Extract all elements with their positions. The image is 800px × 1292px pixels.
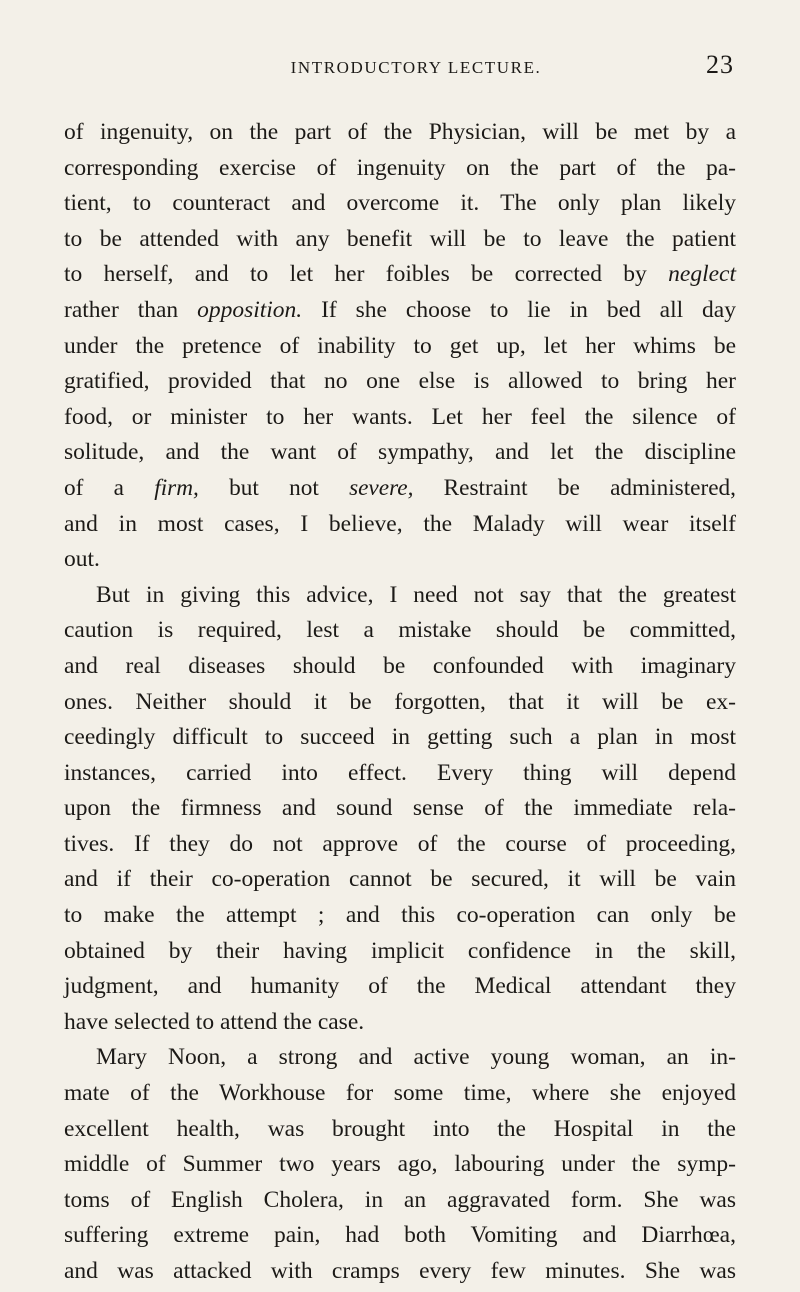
text-run: Mary Noon, a strong and active young woman, an in- — [96, 1044, 736, 1071]
text-line — [64, 151, 736, 187]
text-line — [64, 1005, 736, 1041]
text-run: under the pretence of inability to get up, let her whims be — [64, 332, 736, 359]
text-run: and real diseases should be confounded with imaginary — [64, 652, 736, 679]
running-head — [64, 52, 736, 86]
text-line — [64, 507, 736, 543]
text-line — [64, 791, 736, 827]
text-line — [64, 400, 736, 436]
text-run: middle of Summer two years ago, labouring under the symp- — [64, 1151, 736, 1178]
text-line — [64, 862, 736, 898]
text-run: If she choose to lie in bed all day — [302, 296, 736, 323]
text-run: obtained by their having implicit confidence in the skill, — [64, 937, 736, 964]
text-run: but not — [198, 474, 350, 501]
text-run: food, or minister to her wants. Let her feel the silence of — [64, 403, 736, 430]
text-run: of a — [64, 474, 155, 501]
text-line — [64, 720, 736, 756]
text-run: to herself, and to let her foibles be corrected by — [64, 261, 669, 288]
text-run: But in giving this advice, I need not say that the greatest — [96, 581, 736, 608]
text-run: mate of the Workhouse for some time, where she enjoyed — [64, 1080, 736, 1107]
italic-word: severe, — [349, 474, 414, 501]
text-line — [64, 1076, 736, 1112]
text-run: judgment, and humanity of the Medical attendant they — [64, 973, 736, 1000]
text-run: ceedingly difficult to succeed in getting such a plan in most — [64, 724, 736, 751]
page-number: 23 — [706, 50, 734, 79]
running-head-title: INTRODUCTORY LECTURE. — [290, 58, 542, 77]
text-run: corresponding exercise of ingenuity on the part of the pa- — [64, 154, 736, 181]
text-line — [64, 329, 736, 365]
text-line — [64, 186, 736, 222]
text-line — [64, 222, 736, 258]
text-run: have selected to attend the case. — [64, 1008, 365, 1035]
text-run: instances, carried into effect. Every thing will depend — [64, 759, 736, 786]
text-run: Restraint be administered, — [413, 474, 736, 501]
text-run: rather than — [64, 296, 198, 323]
text-run: suffering extreme pain, had both Vomiting and Diarrhœa, — [64, 1222, 736, 1249]
text-line — [64, 1147, 736, 1183]
text-line — [64, 578, 736, 614]
text-run: and if their co-operation cannot be secured, it will be vain — [64, 866, 736, 893]
text-run: out. — [64, 546, 100, 573]
text-line — [64, 257, 736, 293]
text-line — [64, 1183, 736, 1219]
text-line — [64, 1040, 736, 1076]
text-run: tient, to counteract and overcome it. The only plan likely — [64, 190, 736, 217]
text-run: excellent health, was brought into the Hospital in the — [64, 1115, 736, 1142]
text-line — [64, 756, 736, 792]
text-run: and in most cases, I believe, the Malady will wear itself — [64, 510, 736, 537]
text-run: tives. If they do not approve of the course of proceeding, — [64, 830, 736, 857]
text-line — [64, 293, 736, 329]
text-line — [64, 827, 736, 863]
italic-word: firm, — [154, 474, 199, 501]
italic-word: neglect — [668, 261, 736, 288]
text-run: solitude, and the want of sympathy, and let the discipline — [64, 439, 736, 466]
text-line — [64, 613, 736, 649]
text-line — [64, 685, 736, 721]
text-line — [64, 1112, 736, 1148]
text-line — [64, 542, 736, 578]
text-line — [64, 471, 736, 507]
text-line — [64, 115, 736, 151]
text-line — [64, 364, 736, 400]
text-run: gratified, provided that no one else is allowed to bring her — [64, 368, 736, 395]
text-run: to make the attempt ; and this co-operation can only be — [64, 902, 736, 929]
text-run: to be attended with any benefit will be to leave the patient — [64, 225, 736, 252]
italic-word: opposition. — [197, 296, 303, 323]
text-run: of ingenuity, on the part of the Physician, will be met by a — [64, 119, 736, 145]
text-run: ones. Neither should it be forgotten, that it will be ex- — [64, 688, 736, 715]
text-line — [64, 898, 736, 934]
text-line — [64, 969, 736, 1005]
text-line — [64, 435, 736, 471]
text-run: upon the firmness and sound sense of the immediate rela- — [64, 795, 736, 822]
text-run: toms of English Cholera, in an aggravated form. She was — [64, 1186, 736, 1213]
text-line — [64, 649, 736, 685]
text-run: and was attacked with cramps every few minutes. She was — [64, 1258, 736, 1284]
text-line — [64, 934, 736, 970]
body-text — [64, 115, 736, 1290]
text-line — [64, 1218, 736, 1254]
text-line — [64, 1254, 736, 1290]
text-run: caution is required, lest a mistake should be committed, — [64, 617, 736, 644]
